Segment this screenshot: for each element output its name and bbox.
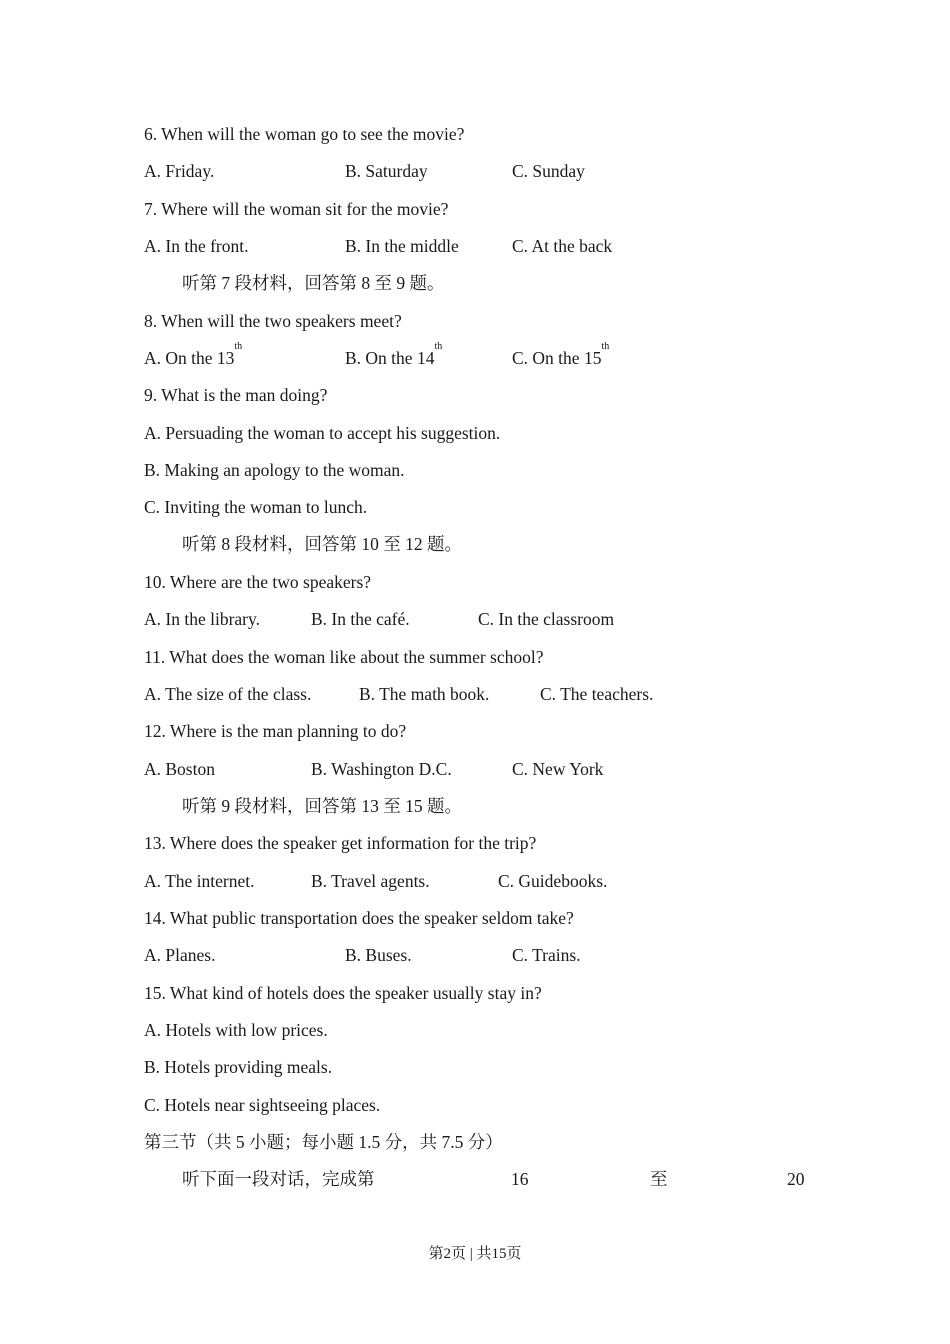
option-c: C. At the back bbox=[512, 236, 613, 256]
page-footer: 第2页 | 共15页 bbox=[428, 1246, 522, 1262]
instruction-text: 听第 7 段材料，回答第 8 至 9 题。 bbox=[182, 273, 445, 293]
instruction-text: 听第 9 段材料，回答第 13 至 15 题。 bbox=[182, 796, 462, 816]
option-a: A. The size of the class. bbox=[144, 684, 312, 704]
option-c: C. New York bbox=[512, 759, 604, 779]
section-heading bbox=[0, 1129, 950, 1155]
section-instruction bbox=[0, 270, 950, 296]
option-text: C. Inviting the woman to lunch. bbox=[144, 497, 368, 517]
question-12 bbox=[0, 718, 950, 744]
option-c bbox=[0, 494, 950, 520]
instruction-text: 听下面一段对话，完成第 bbox=[182, 1169, 375, 1189]
option-text: A. Hotels with low prices. bbox=[144, 1020, 328, 1040]
instruction-connector: 至 bbox=[650, 1169, 668, 1189]
question-11-options bbox=[0, 681, 950, 707]
option-c bbox=[0, 1092, 950, 1118]
option-text: C. Hotels near sightseeing places. bbox=[144, 1095, 381, 1115]
question-7 bbox=[0, 196, 950, 222]
option-a: A. Friday. bbox=[144, 161, 215, 181]
question-stem: 15. What kind of hotels does the speaker usually stay in? bbox=[144, 983, 542, 1003]
question-6 bbox=[0, 121, 950, 147]
question-stem: 9. What is the man doing? bbox=[144, 385, 328, 405]
option-b: B. Washington D.C. bbox=[311, 759, 452, 779]
option-a bbox=[0, 420, 950, 446]
question-10 bbox=[0, 569, 950, 595]
option-b: B. Saturday bbox=[345, 161, 428, 181]
option-a bbox=[0, 1017, 950, 1043]
question-stem: 13. Where does the speaker get information for the trip? bbox=[144, 833, 537, 853]
question-14 bbox=[0, 905, 950, 931]
question-stem: 10. Where are the two speakers? bbox=[144, 572, 372, 592]
question-stem: 6. When will the woman go to see the movie? bbox=[144, 124, 465, 144]
question-stem: 8. When will the two speakers meet? bbox=[144, 311, 402, 331]
option-a: A. The internet. bbox=[144, 871, 255, 891]
section-instruction bbox=[0, 793, 950, 819]
option-c: C. In the classroom bbox=[478, 609, 615, 629]
option-b bbox=[0, 1054, 950, 1080]
question-stem: 12. Where is the man planning to do? bbox=[144, 721, 407, 741]
question-13 bbox=[0, 830, 950, 856]
question-stem: 11. What does the woman like about the summer school? bbox=[144, 647, 544, 667]
question-6-options bbox=[0, 158, 950, 184]
option-b: B. Buses. bbox=[345, 945, 412, 965]
section-instruction bbox=[0, 1166, 950, 1192]
question-stem: 14. What public transportation does the speaker seldom take? bbox=[144, 908, 574, 928]
option-c: C. Sunday bbox=[512, 161, 585, 181]
section-instruction bbox=[0, 531, 950, 557]
option-a: A. In the library. bbox=[144, 609, 260, 629]
question-8-options bbox=[0, 341, 950, 371]
question-10-options bbox=[0, 606, 950, 632]
option-a: A. Boston bbox=[144, 759, 215, 779]
option-b: B. On the 14th bbox=[345, 341, 443, 368]
option-text: B. Hotels providing meals. bbox=[144, 1057, 333, 1077]
option-a: A. On the 13th bbox=[144, 341, 243, 368]
instruction-text: 听第 8 段材料，回答第 10 至 12 题。 bbox=[182, 534, 462, 554]
question-stem: 7. Where will the woman sit for the movie? bbox=[144, 199, 449, 219]
section-title: 第三节（共 5 小题；每小题 1.5 分，共 7.5 分） bbox=[144, 1132, 503, 1152]
question-7-options bbox=[0, 233, 950, 259]
instruction-number-start: 16 bbox=[511, 1169, 529, 1189]
option-b: B. The math book. bbox=[359, 684, 490, 704]
option-c: C. Guidebooks. bbox=[498, 871, 608, 891]
question-14-options bbox=[0, 942, 950, 968]
option-c: C. On the 15th bbox=[512, 341, 610, 368]
option-a: A. In the front. bbox=[144, 236, 249, 256]
option-text: B. Making an apology to the woman. bbox=[144, 460, 405, 480]
question-12-options bbox=[0, 756, 950, 782]
option-a: A. Planes. bbox=[144, 945, 216, 965]
option-c: C. The teachers. bbox=[540, 684, 654, 704]
option-b: B. In the middle bbox=[345, 236, 459, 256]
option-c: C. Trains. bbox=[512, 945, 581, 965]
question-11 bbox=[0, 644, 950, 670]
question-9 bbox=[0, 382, 950, 408]
option-b bbox=[0, 457, 950, 483]
question-15 bbox=[0, 980, 950, 1006]
option-b: B. In the café. bbox=[311, 609, 410, 629]
question-8 bbox=[0, 308, 950, 334]
question-13-options bbox=[0, 868, 950, 894]
option-b: B. Travel agents. bbox=[311, 871, 430, 891]
option-text: A. Persuading the woman to accept his suggestion. bbox=[144, 423, 501, 443]
instruction-number-end: 20 bbox=[787, 1169, 805, 1189]
